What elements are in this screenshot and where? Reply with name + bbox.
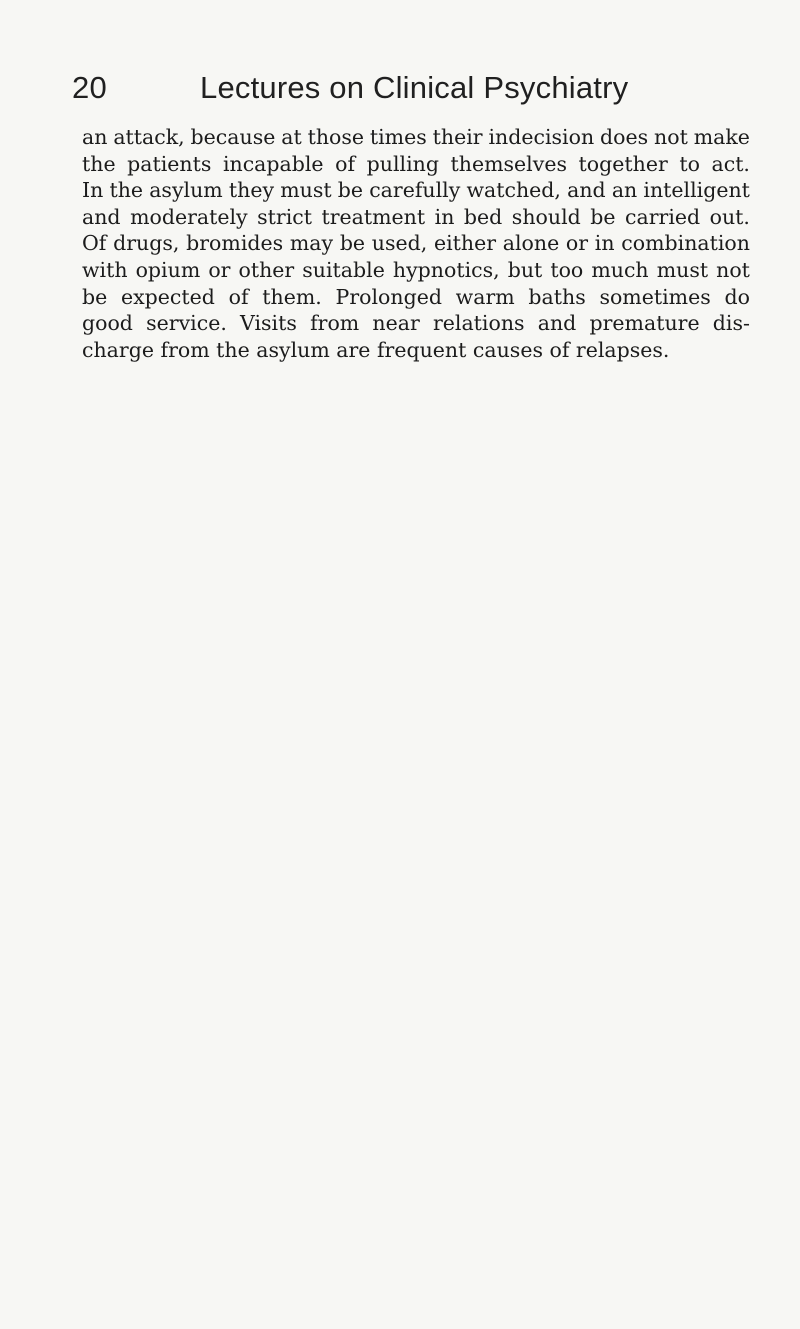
text-line: the patients incapable of pulling themselves together to act.	[82, 151, 750, 176]
text-line: an attack, because at those times their indecision does not make	[82, 125, 750, 149]
body-paragraph	[82, 124, 750, 363]
page-number: 20	[72, 70, 107, 105]
text-line: and moderately strict treatment in bed should be carried out.	[82, 204, 750, 229]
text-line: good service. Visits from near relations and premature dis-	[82, 311, 750, 336]
text-line: In the asylum they must be carefully watched, and an intelligent	[82, 178, 750, 203]
text-line: be expected of them. Prolonged warm baths sometimes do	[82, 284, 750, 309]
running-title: Lectures on Clinical Psychiatry	[200, 70, 629, 105]
text-line: with opium or other suitable hypnotics, but too much must not	[82, 257, 750, 282]
text-line: charge from the asylum are frequent causes of relapses.	[82, 337, 670, 362]
running-head	[72, 70, 632, 114]
text-line: Of drugs, bromides may be used, either alone or in combination	[82, 231, 750, 256]
